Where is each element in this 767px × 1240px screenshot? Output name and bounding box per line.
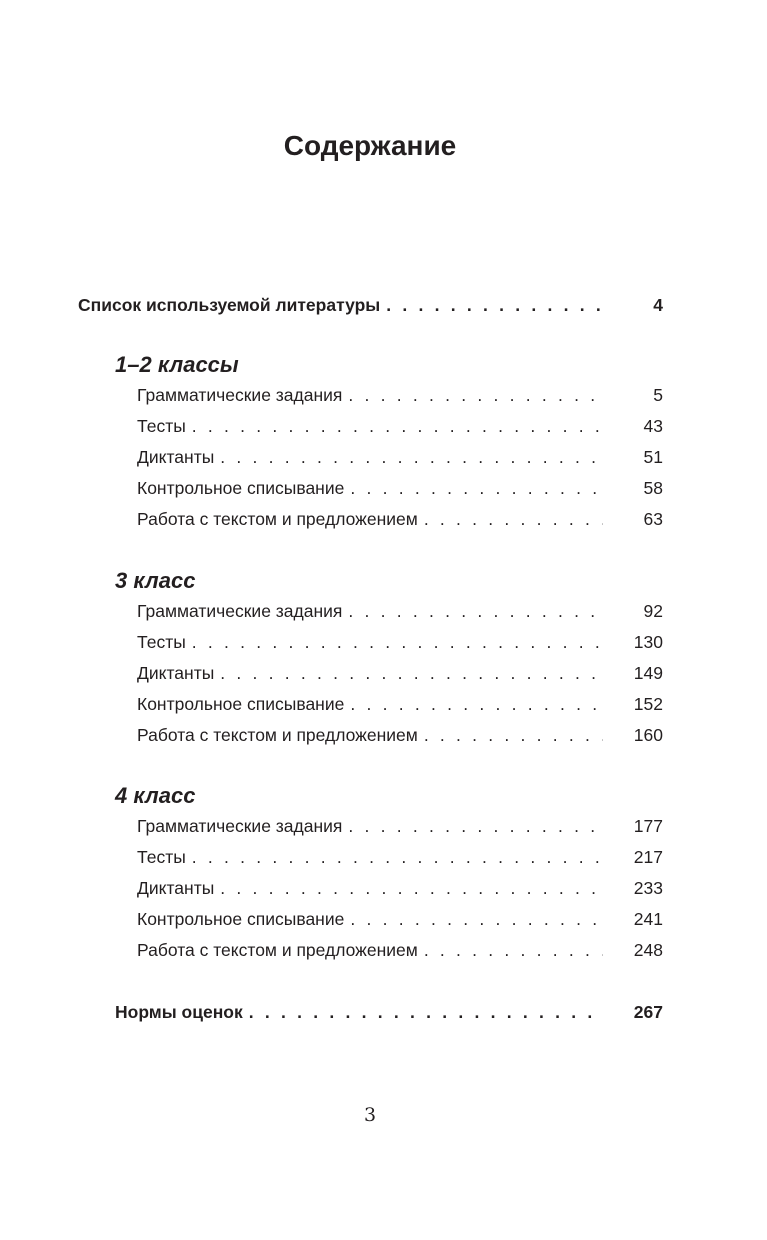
section-heading: 3 класс [115,568,196,593]
toc-entry-label: Контрольное списывание [137,694,345,714]
toc-page-number: 160 [633,725,663,745]
toc-entry[interactable] [137,878,663,900]
leader-dots [424,940,603,961]
toc-entry[interactable] [137,909,663,931]
toc-entry-label: Список используемой литературы [78,295,381,315]
leader-dots [220,447,603,468]
toc-entry-label: Тесты [137,847,186,867]
leader-dots [424,509,603,530]
toc-entry[interactable] [137,416,663,438]
leader-dots [350,694,603,715]
leader-dots [386,295,603,316]
leader-dots [220,878,603,899]
toc-entry-label: Грамматические задания [137,816,343,836]
toc-page-number: 130 [633,632,663,652]
page-number: 3 [363,1104,377,1126]
toc-entry[interactable] [137,601,663,623]
toc-page-number: 241 [633,909,663,929]
leader-dots [220,663,603,684]
toc-entry-label: Грамматические задания [137,385,343,405]
toc-entry-label: Тесты [137,632,186,652]
leader-dots [192,416,603,437]
toc-page-number: 51 [643,447,663,467]
toc-entry-label: Работа с текстом и предложением [137,940,418,960]
leader-dots [350,909,603,930]
toc-entry[interactable] [137,694,663,716]
toc-page-number: 63 [643,509,663,529]
toc-entry-label: Контрольное списывание [137,909,345,929]
toc-page-number: 248 [633,940,663,960]
toc-entry[interactable] [137,816,663,838]
toc-entry-label: Работа с текстом и предложением [137,725,418,745]
leader-dots [249,1002,603,1023]
leader-dots [192,632,603,653]
leader-dots [348,385,603,406]
toc-entry-label: Диктанты [137,447,215,467]
leader-dots [348,816,603,837]
toc-entry-label: Диктанты [137,878,215,898]
toc-page-number: 149 [633,663,663,683]
leader-dots [350,478,603,499]
toc-entry-grading-norms[interactable] [115,1002,663,1024]
toc-entry[interactable] [137,478,663,500]
toc-page-number: 233 [633,878,663,898]
toc-entry[interactable] [137,447,663,469]
toc-page-number: 177 [633,816,663,836]
toc-entry-label: Грамматические задания [137,601,343,621]
toc-page-number: 5 [653,385,663,405]
toc-entry-bibliography[interactable] [78,295,663,317]
section-heading: 4 класс [115,783,196,808]
toc-page-number: 92 [643,601,663,621]
leader-dots [348,601,603,622]
toc-entry[interactable] [137,847,663,869]
toc-entry-label: Диктанты [137,663,215,683]
toc-entry-label: Нормы оценок [115,1002,243,1022]
section-heading: 1–2 классы [115,352,239,377]
leader-dots [424,725,603,746]
toc-entry[interactable] [137,940,663,962]
toc-entry-label: Тесты [137,416,186,436]
toc-entry[interactable] [137,385,663,407]
toc-page-number: 217 [633,847,663,867]
toc-page-number: 152 [633,694,663,714]
toc-entry[interactable] [137,509,663,531]
toc-entry-label: Работа с текстом и предложением [137,509,418,529]
toc-entry-label: Контрольное списывание [137,478,345,498]
leader-dots [192,847,603,868]
toc-page-number: 4 [653,295,663,315]
page-title: Содержание [283,130,457,161]
toc-page-number: 43 [643,416,663,436]
toc-page-number: 58 [643,478,663,498]
toc-entry[interactable] [137,632,663,654]
toc-entry[interactable] [137,663,663,685]
toc-page-number: 267 [633,1002,663,1022]
toc-entry[interactable] [137,725,663,747]
